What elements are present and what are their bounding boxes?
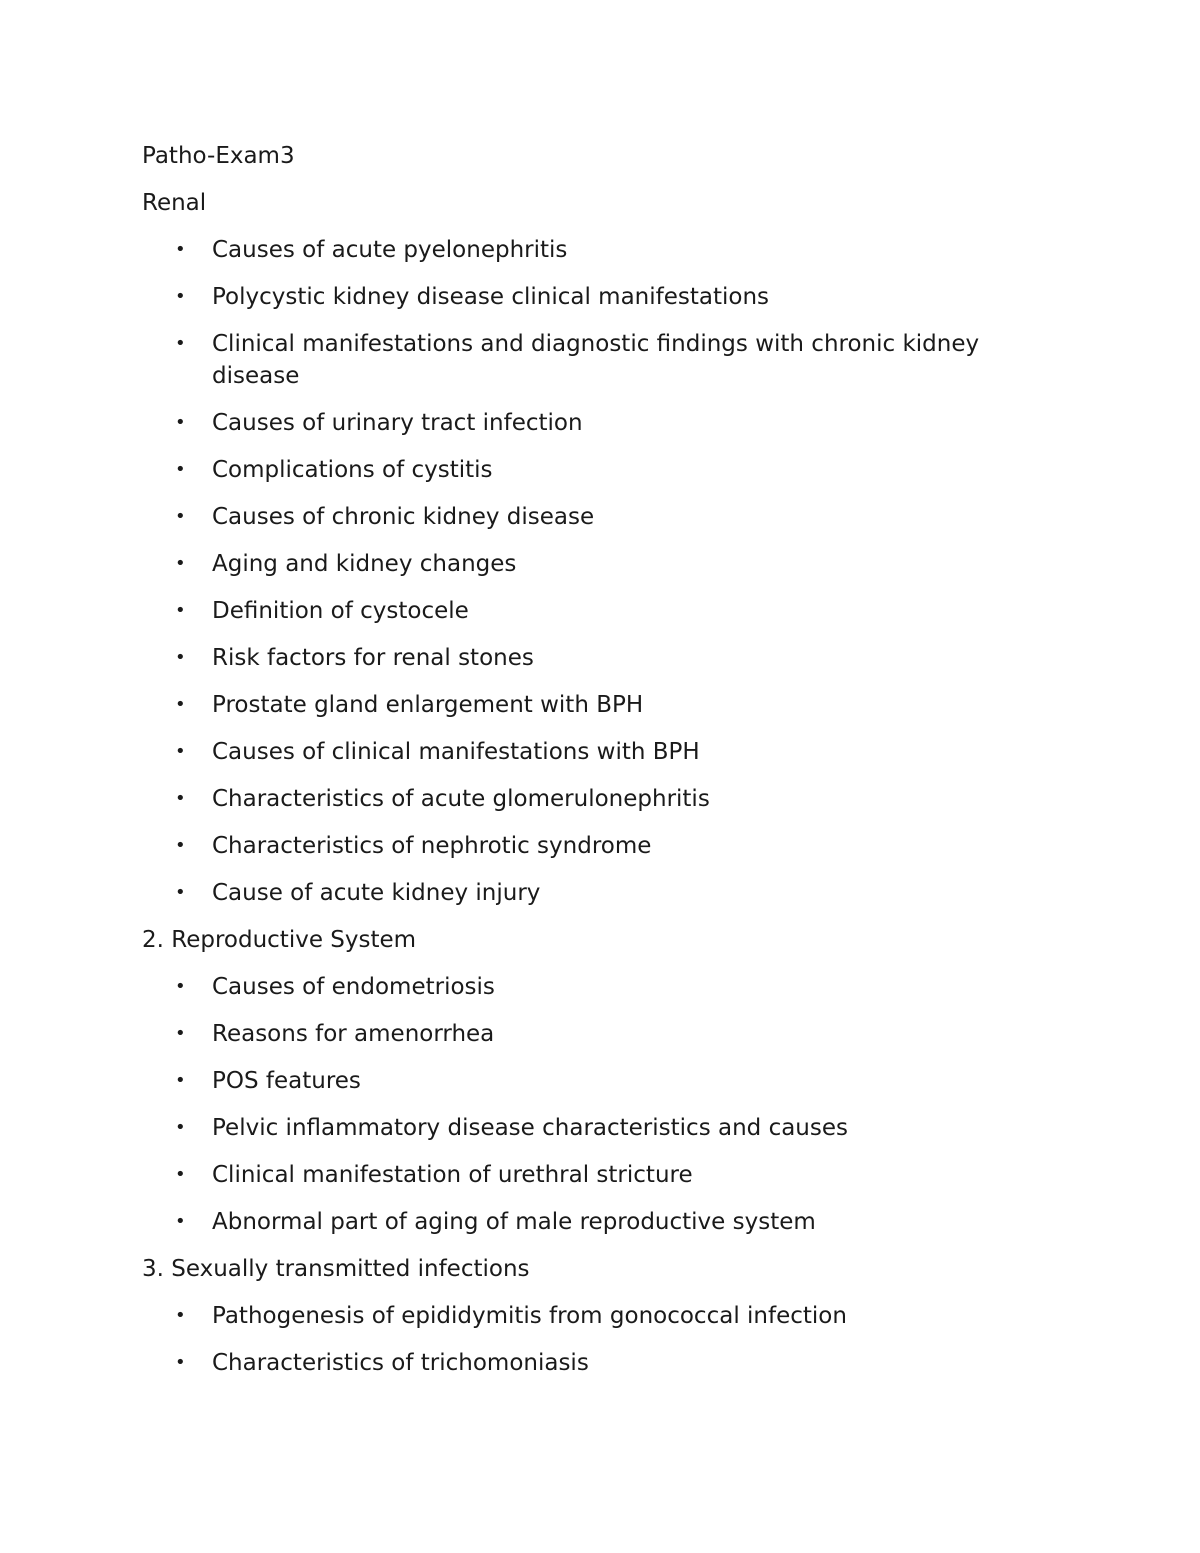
list-item: • Aging and kidney changes	[142, 548, 1012, 580]
bullet-icon: •	[175, 600, 186, 621]
bullet-icon: •	[175, 553, 186, 574]
list-item: • Causes of clinical manifestations with BPH	[142, 736, 1012, 768]
bullet-icon: •	[175, 1164, 186, 1185]
list-item: • Pelvic inflammatory disease characteristics and causes	[142, 1112, 1012, 1144]
list-item: • Clinical manifestation of urethral stricture	[142, 1159, 1012, 1191]
list-item: • Polycystic kidney disease clinical manifestations	[142, 281, 1012, 313]
list-item: • Characteristics of trichomoniasis	[142, 1347, 1012, 1379]
bullet-icon: •	[175, 506, 186, 527]
list-item: • Causes of acute pyelonephritis	[142, 234, 1012, 266]
bullet-icon: •	[175, 788, 186, 809]
bullet-icon: •	[175, 1117, 186, 1138]
document-title: Patho-Exam3	[142, 143, 295, 169]
list-item: • Characteristics of acute glomerulonephritis	[142, 783, 1012, 815]
list-item: • Complications of cystitis	[142, 454, 1012, 486]
list-item: • Causes of chronic kidney disease	[142, 501, 1012, 533]
bullet-icon: •	[175, 976, 186, 997]
list-item: • Prostate gland enlargement with BPH	[142, 689, 1012, 721]
bullet-icon: •	[175, 286, 186, 307]
list-item: • Risk factors for renal stones	[142, 642, 1012, 674]
list-item: • Abnormal part of aging of male reproductive system	[142, 1206, 1012, 1238]
bullet-icon: •	[175, 741, 186, 762]
reproductive-list	[142, 971, 1042, 1238]
bullet-icon: •	[175, 1352, 186, 1373]
list-item: • Cause of acute kidney injury	[142, 877, 1012, 909]
bullet-icon: •	[175, 647, 186, 668]
bullet-icon: •	[175, 1023, 186, 1044]
bullet-icon: •	[175, 1211, 186, 1232]
bullet-icon: •	[175, 412, 186, 433]
bullet-icon: •	[175, 1070, 186, 1091]
section-heading-sti: 3. Sexually transmitted infections	[142, 1256, 530, 1282]
list-item: • POS features	[142, 1065, 1012, 1097]
section-heading-reproductive: 2. Reproductive System	[142, 927, 417, 953]
bullet-icon: •	[175, 882, 186, 903]
list-item: • Characteristics of nephrotic syndrome	[142, 830, 1012, 862]
bullet-icon: •	[175, 459, 186, 480]
sti-list	[142, 1300, 1042, 1379]
bullet-icon: •	[175, 694, 186, 715]
renal-list	[142, 234, 1042, 909]
list-item: • Causes of urinary tract infection	[142, 407, 1012, 439]
bullet-icon: •	[175, 835, 186, 856]
list-item: • Causes of endometriosis	[142, 971, 1012, 1003]
list-item: • Reasons for amenorrhea	[142, 1018, 1012, 1050]
document-page	[142, 140, 1042, 1394]
bullet-icon: •	[175, 333, 186, 354]
section-heading-renal: Renal	[142, 190, 207, 216]
list-item: • Pathogenesis of epididymitis from gonococcal infection	[142, 1300, 1012, 1332]
list-item: • Definition of cystocele	[142, 595, 1012, 627]
list-item: • Clinical manifestations and diagnostic findings with chronic kidney disease	[142, 328, 1012, 392]
bullet-icon: •	[175, 1305, 186, 1326]
bullet-icon: •	[175, 239, 186, 260]
